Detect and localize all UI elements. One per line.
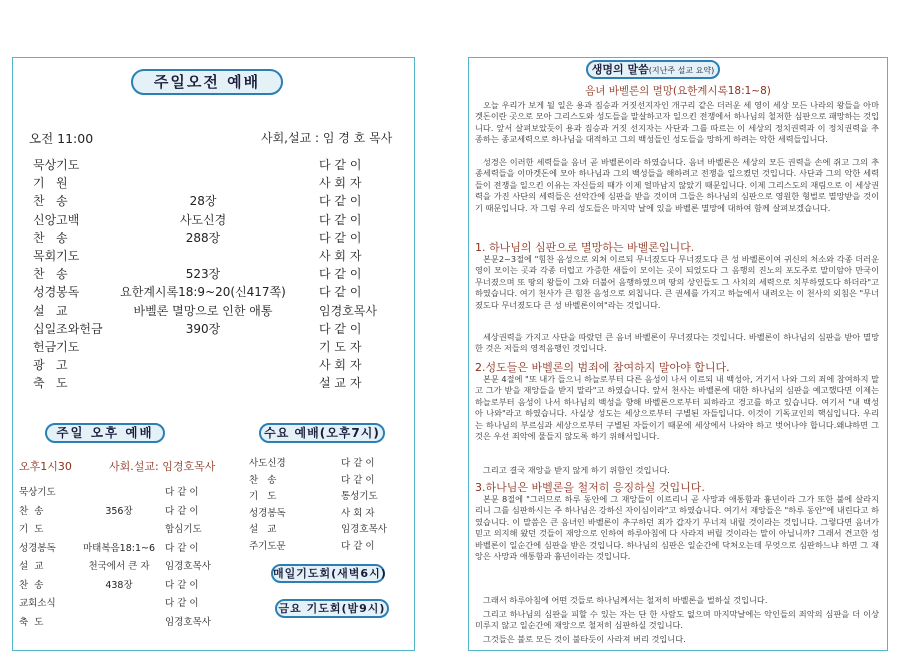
service-order-row [249,505,409,521]
service-order-row [13,356,413,374]
daily-prayer-meeting: 매일기도회(새벽6시) [271,564,385,583]
service-order-row [249,455,409,471]
service-order-detail: 사도신경 [179,212,227,227]
service-order-leader: 사 회 자 [319,176,362,191]
afternoon-service-time: 오후1시30 [19,460,72,473]
service-order-detail: 356장 [105,505,133,517]
sermon-point-heading: 3.하나님은 바벨론을 철저히 응징하실 것입니다. [475,481,705,494]
service-order-leader: 다 같 이 [319,285,362,300]
service-order-row [13,283,413,301]
service-order-row [13,320,413,338]
service-order-label: 성경봉독 [19,542,56,554]
service-order-detail: 요한계시록18:9~20(신417쪽) [120,285,286,300]
service-order-label: 헌금기도 [33,340,80,354]
service-order-label: 설 교 [19,561,44,572]
service-order-label: 찬 송 [249,474,277,486]
service-order-row [13,247,413,265]
service-order-label: 찬 송 [33,194,68,209]
service-order-row [249,472,409,488]
service-order-label: 사도신경 [249,458,286,469]
service-order-label: 광 고 [33,358,68,373]
service-order-detail: 288장 [185,230,221,245]
service-order-leader: 사 회 자 [319,358,362,373]
service-order-row [249,488,409,504]
service-order-row [13,540,253,558]
service-order-label: 주기도문 [249,541,286,552]
sermon-header [586,60,720,79]
worship-order-panel [12,57,415,651]
sermon-point-heading: 1. 하나님의 심판으로 멸망하는 바벨론입니다. [475,241,695,254]
service-order-leader: 설 교 자 [319,376,362,391]
service-order-row [13,558,253,576]
sermon-point-paragraph: 본문 4절에 "또 내가 들으니 하늘로부터 다른 음성이 나서 이르되 내 백성아, 거기서 나와 그의 죄에 참여하지 말고 그가 받을 재앙들을 받지 말라"고 하였습니다. 앞서 천사는 바벨론에 대한 하나님의 심판을 예고했다면 이제는 하늘로부터 음성이 나서 하나님의 백성을 향해 바벨론으로부터 피하라고 경고를 하고 있습니다. 여기서 "내 백성아 나와"라고 하였습니다. 사실상 성도는 세상으로부터 구별된 자들입니다. 이것이 기독교인의 핵심입니다. 우리는 하나님의 부르심과 세상으로부터 구별된 자들이기 때문에 세상에서 나와야 하고 벗어나야 합니다.왜냐하면 그것은 우선 죄악에 물들지 않도록 하기 위해서입니다. [475,374,879,442]
service-order-label: 설 교 [33,303,68,318]
morning-service-title: 주일오전 예배 [131,69,283,95]
sermon-point-paragraph: 그것들은 불로 모든 것이 불타듯이 사라져 버리 것입니다. [483,634,686,644]
service-order-label: 묵상기도 [19,487,56,498]
afternoon-service-officiant: 사회.설교: 임경호목사 [109,460,216,473]
service-order-row [13,302,413,320]
service-order-leader: 통성기도 [341,491,378,503]
service-order-leader: 사 회 자 [341,507,375,519]
friday-prayer-meeting: 금요 기도회(밤9시) [275,599,389,618]
service-order-label: 교회소식 [19,598,56,609]
service-order-label: 신앙고백 [33,212,80,227]
service-order-detail: 바벨론 멸망으로 인한 애통 [133,303,273,318]
morning-service-officiant: 사회,설교 : 임 경 호 목사 [261,131,393,145]
service-order-leader: 다 같 이 [319,230,362,245]
service-order-row [13,484,253,502]
service-order-row [249,521,409,537]
sermon-point-paragraph: 그리고 결국 재앙을 받지 않게 하기 위함인 것입니다. [483,465,670,475]
service-order-leader: 다 같 이 [319,212,362,227]
service-order-leader: 다 같 이 [341,541,375,552]
sermon-point-paragraph: 본문2~3절에 "힘찬 음성으로 외쳐 이르되 무너졌도다 무너졌도다 큰 성 바벨론이여 귀신의 처소와 각종 더러운 영이 모이는 곳과 각종 더럽고 가증한 새들이 모이는 곳이 되었도다 그 음행의 진노의 포도주로 말미암아 만국이 무너졌으며 또 땅의 왕들이 그와 더불어 음행하였으며 땅의 상인들도 그 사치의 세력으로 치부하였도다 하더라"고 하였습니다. 여기 천사가 큰 힘찬 음성으로 외칩니다. 큰 권세를 가지고 하늘에서 내려오는 이 천사의 외침은 "무너졌도다 무너졌도다 큰 성 바벨론이여"라는 것입니다. [475,254,879,310]
sermon-point-paragraph: 그리고 하나님의 심판을 피할 수 있는 자는 단 한 사람도 없으며 마지막날에는 악인들의 죄악의 심판을 더 이상 미루지 않고 일순간에 재앙으로 철저히 심판하실 것입니다. [475,609,879,631]
sermon-point-paragraph: 그래서 하루아침에 어떤 것들로 하나님께서는 철저히 바벨론을 벌하실 것입니다. [483,595,768,605]
service-order-row [13,503,253,521]
service-order-row [13,577,253,595]
service-order-row [249,538,409,554]
service-order-row [13,338,413,356]
service-order-label: 성경봉독 [249,507,286,519]
service-order-row [13,595,253,613]
service-order-detail: 28장 [189,194,217,209]
service-order-label: 설 교 [249,524,277,536]
service-order-leader: 다 같 이 [165,542,199,554]
service-order-row [13,174,413,192]
service-order-row [13,614,253,632]
service-order-label: 묵상기도 [33,158,80,172]
service-order-label: 성경봉독 [33,285,80,300]
service-order-leader: 합심기도 [165,524,202,535]
service-order-label: 기 원 [33,176,68,191]
service-order-label: 찬 송 [33,230,68,245]
service-order-label: 찬 송 [33,267,68,282]
service-order-leader: 다 같 이 [165,505,199,517]
service-order-label: 기 도 [19,524,44,535]
service-order-label: 기 도 [249,491,277,503]
service-order-leader: 다 같 이 [341,474,375,486]
service-order-leader: 다 같 이 [319,158,362,172]
service-order-leader: 다 같 이 [319,321,362,336]
service-order-leader: 기 도 자 [319,340,362,354]
service-order-leader: 임경호목사 [165,561,211,572]
service-order-leader: 임경호목사 [165,616,211,628]
service-order-leader: 임경호목사 [319,303,377,318]
sermon-point-paragraph: 세상권력을 가지고 사단을 따랐던 큰 음녀 바벨론이 무너졌다는 것입니다. 바벨론이 하나님의 심판을 받아 멸망한 것은 저들의 영적음행인 것입니다. [475,332,879,354]
service-order-leader: 다 같 이 [165,487,199,498]
wednesday-service-title: 수요 예배(오후7시) [259,423,385,443]
service-order-label: 십일조와헌금 [33,321,103,336]
service-order-detail: 438장 [105,579,133,591]
sermon-point-paragraph: 본문 8절에 "그러므로 하루 동안에 그 재앙들이 이르리니 곧 사망과 애통함과 흉년이라 그가 또한 불에 살라지리니 그를 심판하시는 주 하나님은 강하신 자이심이라"고 하였습니다. 여기서 재앙들은 "하루 동안"에 내린다고 하였습니다. 이 말씀은 큰 음녀인 바벨론이 추구하던 죄가 갑자기 무너져 내릴 것이라는 것입니다. 그렇다면 음녀가 믿고 의지해 왔던 것들이 재앙으로 인하여 하루아침에 다 사라져 버릴 것이라는 말이 아닙니까? 그래서 견고한 성 바벨론이 일순간에 심판을 받은 것입니다. 하나님의 심판은 일순간에 닥쳐오는데 무엇으로 심판하느냐 하면 그 재앙은 사망과 애통함과 흉년이라는 것입니다. [475,494,879,562]
service-order-row [13,211,413,229]
sermon-title: 음녀 바벨론의 멸망(요한계시록18:1~8) [585,85,771,97]
service-order-leader: 사 회 자 [319,249,362,263]
service-order-leader: 다 같 이 [165,598,199,609]
service-order-detail: 390장 [185,321,221,336]
service-order-detail: 523장 [185,267,221,282]
service-order-leader: 다 같 이 [165,579,199,591]
service-order-label: 찬 송 [19,579,44,591]
service-order-leader: 임경호목사 [341,524,387,536]
sermon-header-title: 생명의 말씀 [591,63,649,76]
morning-service-time: 오전 11:00 [29,131,94,146]
sermon-intro-paragraph: 성경은 이러한 세력들을 음녀 곧 바벨론이라 하였습니다. 음녀 바벨론은 세상의 모든 권력을 손에 쥐고 그의 추종세력들을 이마겟돈에 모아 하나님과 그의 백성들을 해하려고 전쟁을 일으켰던 것입니다. 사단과 그의 악한 세력들이 전쟁을 일으킨 이유는 자신들의 때가 이제 얼마남지 않았기 때문입니다. 이제 그리스도의 재림으로 이 세상권력을 가진 사단의 세력들은 선악간에 심판을 받을 것이며 그들은 하나님의 심판으로 영원한 형벌로 멸망받을 것이기 때문입니다. 자 그럼 우리 성도들은 마지막 날에 있을 바벨론 멸망에 대하여 함께 살펴보겠습니다. [475,157,879,213]
service-order-leader: 다 같 이 [319,267,362,282]
service-order-row [13,374,413,392]
sermon-header-note: (지난주 설교 요약) [648,66,715,75]
service-order-label: 목회기도 [33,249,80,263]
service-order-detail: 천국에서 큰 자 [88,561,150,572]
service-order-row [13,265,413,283]
service-order-row [13,156,413,174]
service-order-row [13,229,413,247]
service-order-label: 찬 송 [19,505,44,517]
service-order-row [13,521,253,539]
afternoon-service-title: 주일 오후 예배 [45,423,165,443]
service-order-label: 축 도 [33,376,68,391]
service-order-row [13,192,413,210]
service-order-label: 축 도 [19,616,44,628]
sermon-summary-panel [468,57,888,651]
service-order-leader: 다 같 이 [319,194,362,209]
service-order-leader: 다 같 이 [341,458,375,469]
sermon-intro-paragraph: 오늘 우리가 보게 될 일은 용과 짐승과 거짓선지자인 개구리 같은 더러운 세 영이 세상 모든 나라의 왕들을 아마겟돈이란 곳으로 모아 그리스도와 성도들을 말살하고자 일으킨 전쟁에서 하나님의 철저한 심판으로 패망하는 것입니다. 앞서 살펴보았듯이 용과 짐승과 거짓 선지자는 사단과 그를 따르는 이 세상의 정치권력과 이 정치권력을 추종하는 종교세력으로 하나님을 대적하고 그의 백성들인 성도들을 망하게 하려는 악한 세력들입니다. [475,100,879,145]
sermon-point-heading: 2.성도들은 바벨론의 범죄에 참여하지 말아야 합니다. [475,361,730,374]
service-order-detail: 마태복음18:1~6 [82,542,156,554]
